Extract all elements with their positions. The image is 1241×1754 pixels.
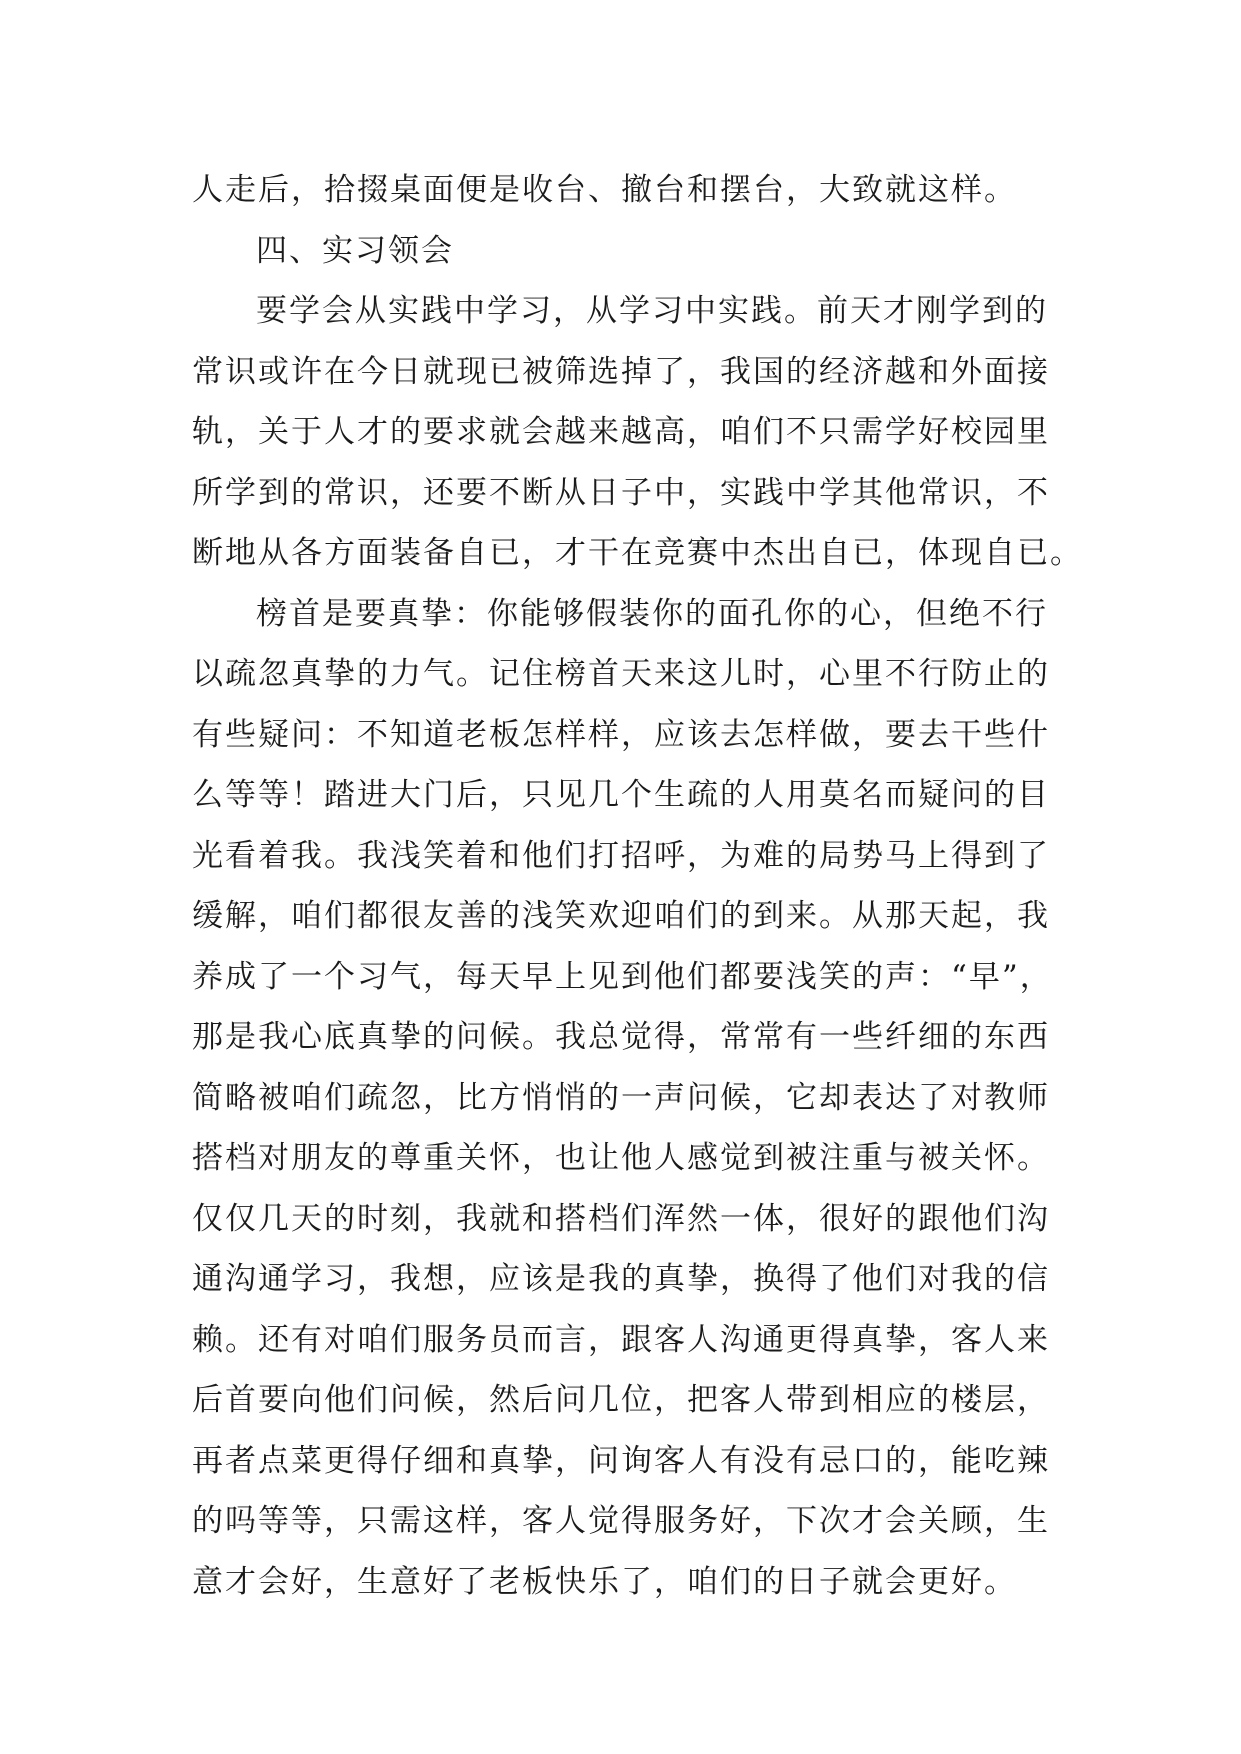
paragraph-line: 养成了一个习气，每天早上见到他们都要浅笑的声：“早”， <box>192 958 1053 995</box>
paragraph-line: 光看着我。我浅笑着和他们打招呼，为难的局势马上得到了 <box>192 837 1050 874</box>
section-heading: 四、实习领会 <box>256 232 454 269</box>
paragraph-line: 赖。还有对咱们服务员而言，跟客人沟通更得真挚，客人来 <box>192 1321 1050 1358</box>
paragraph-line: 所学到的常识，还要不断从日子中，实践中学其他常识，不 <box>192 474 1050 511</box>
paragraph-line: 简略被咱们疏忽，比方悄悄的一声问候，它却表达了对教师 <box>192 1079 1050 1116</box>
paragraph-line: 后首要向他们问候，然后问几位，把客人带到相应的楼层， <box>192 1382 1050 1418</box>
document-body <box>192 160 1083 1612</box>
paragraph-line: 要学会从实践中学习，从学习中实践。前天才刚学到的 <box>256 293 1048 329</box>
paragraph-line: 以疏忽真挚的力气。记住榜首天来这儿时，心里不行防止的 <box>192 656 1050 692</box>
paragraph-line: 搭档对朋友的尊重关怀，也让他人感觉到被注重与被关怀。 <box>192 1140 1050 1176</box>
paragraph-line: 通沟通学习，我想，应该是我的真挚，换得了他们对我的信 <box>192 1261 1050 1297</box>
paragraph-line: 再者点菜更得仔细和真挚，问询客人有没有忌口的，能吃辣 <box>192 1442 1050 1479</box>
paragraph-line: 榜首是要真挚：你能够假装你的面孔你的心，但绝不行 <box>256 595 1048 632</box>
paragraph-line: 人走后，拾掇桌面便是收台、撤台和摆台，大致就这样。 <box>192 172 1017 208</box>
paragraph-line: 的吗等等，只需这样，客人觉得服务好，下次才会关顾，生 <box>192 1503 1050 1539</box>
paragraph-line: 意才会好，生意好了老板快乐了，咱们的日子就会更好。 <box>192 1563 1017 1600</box>
paragraph-line: 轨，关于人才的要求就会越来越高，咱们不只需学好校园里 <box>192 414 1050 450</box>
paragraph-line: 么等等！踏进大门后，只见几个生疏的人用莫名而疑问的目 <box>192 777 1050 813</box>
paragraph-line: 有些疑问：不知道老板怎样样，应该去怎样做，要去干些什 <box>192 716 1050 753</box>
paragraph-line: 仅仅几天的时刻，我就和搭档们浑然一体，很好的跟他们沟 <box>192 1200 1050 1237</box>
paragraph-line: 断地从各方面装备自已，才干在竞赛中杰出自已，体现自已。 <box>192 535 1083 571</box>
paragraph-line: 缓解，咱们都很友善的浅笑欢迎咱们的到来。从那天起，我 <box>192 898 1050 934</box>
paragraph-line: 那是我心底真挚的问候。我总觉得，常常有一些纤细的东西 <box>192 1019 1050 1055</box>
paragraph-line: 常识或许在今日就现已被筛选掉了，我国的经济越和外面接 <box>192 353 1050 390</box>
